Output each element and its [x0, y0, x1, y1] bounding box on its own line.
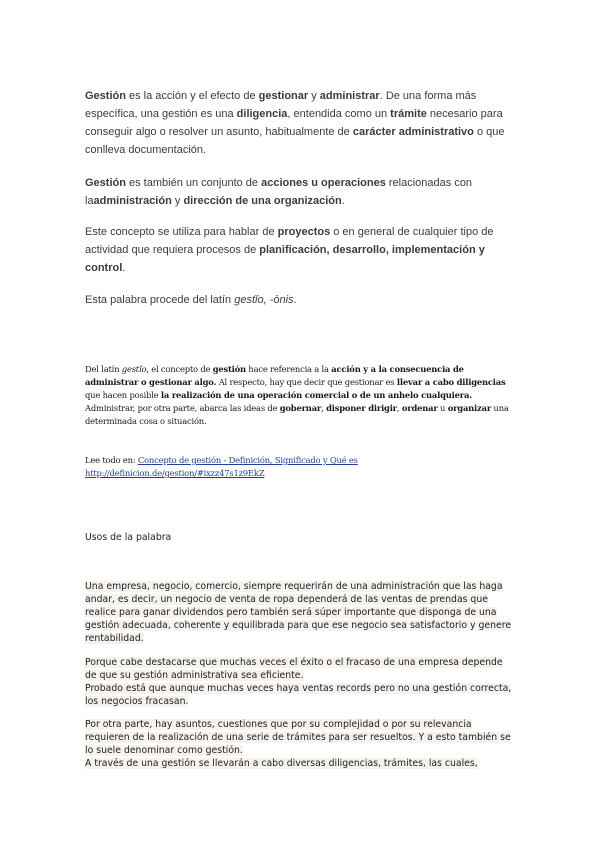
bold-text: gestión	[212, 364, 246, 374]
body-text: es también un conjunto de	[125, 177, 262, 189]
definition-paragraph-2	[85, 174, 505, 210]
bold-text: administración	[93, 195, 172, 207]
italic-text: gestĭo, -ōnis	[234, 294, 294, 306]
highlighted-text: Probado está que aunque muchas veces haya ventas records pero no una gestión correcta, los negocios fracasan.	[85, 683, 512, 707]
uses-paragraph-2	[85, 656, 515, 708]
bold-text: planificación, desarrollo, implementación y control	[85, 244, 485, 274]
bold-text: organizar	[447, 403, 492, 413]
etymology-paragraph	[85, 291, 505, 309]
body-text: , entendida como un	[287, 108, 391, 120]
bold-text: diligencia	[236, 108, 288, 120]
body-text: .	[122, 262, 126, 274]
body-text: Este concepto se utiliza para hablar de	[85, 226, 278, 238]
body-text: ,	[321, 403, 327, 413]
body-text: .	[293, 294, 297, 306]
definition-paragraph-3	[85, 223, 515, 277]
body-text: y	[308, 90, 320, 102]
body-text: una determinada cosa o situación.	[85, 403, 509, 426]
source-attribution	[85, 454, 515, 480]
body-text: relacionadas con la	[85, 177, 473, 207]
bold-text: la realización de una operación comercial o de un anhelo cualquiera.	[160, 390, 472, 400]
highlighted-text: Una empresa, negocio, comercio, siempre requerirán de una administración que las haga andar, es decir, un negocio de venta de ropa dependerá de las ventas de prendas que realice para ganar dividendos pero también será súper importante que disponga de una gestión adecuada, coherente y equilibrada para que ese negocio sea satisfactorio y genere rentabilidad.	[85, 581, 512, 644]
body-text: . De una forma más específica, una gestión es una	[85, 90, 477, 120]
definition-paragraph-1	[85, 87, 505, 159]
section-heading: Usos de la palabra	[85, 532, 172, 543]
highlighted-text: Porque cabe destacarse que muchas veces el éxito o el fracaso de una empresa depende de que su gestión administrativa sea eficiente.	[85, 657, 503, 681]
uses-paragraph-3	[85, 718, 515, 770]
bold-text: acción y a la consecuencia de administrar o gestionar algo.	[85, 364, 464, 387]
source-url-link[interactable]: http://definicion.de/gestion/#ixzz47s1z9EkZ	[85, 468, 265, 478]
bold-text: ordenar	[401, 403, 438, 413]
body-text: u	[437, 403, 448, 413]
highlighted-text: A través de una gestión se llevarán a cabo diversas diligencias, trámites, las cuales,	[85, 758, 478, 769]
body-text: .	[341, 195, 345, 207]
body-text: ,	[396, 403, 402, 413]
bold-text: acciones u operaciones	[261, 177, 386, 189]
body-text: o en general de cualquier tipo de actividad que requiera procesos de	[85, 226, 494, 256]
body-text: , el concepto de	[146, 364, 213, 374]
bold-text: gobernar	[279, 403, 322, 413]
italic-text: gestĭo	[121, 364, 147, 374]
bold-text: trámite	[390, 108, 427, 120]
body-text: o que conlleva documentación.	[85, 126, 505, 156]
bold-text: disponer dirigir	[326, 403, 397, 413]
bold-text: llevar a cabo diligencias	[396, 377, 506, 387]
body-text: Del latín	[85, 364, 122, 374]
source-prefix: Lee todo en:	[85, 455, 138, 465]
body-text: Administrar, por otra parte, abarca las ideas de	[85, 403, 280, 413]
body-text: Al respecto, hay que decir que gestionar es	[216, 377, 397, 387]
body-text: Esta palabra procede del latín	[85, 294, 235, 306]
bold-text: Gestión	[85, 177, 126, 189]
body-text: y	[171, 195, 184, 207]
bold-text: proyectos	[277, 226, 331, 238]
body-text: es la acción y el efecto de	[125, 90, 259, 102]
bold-text: carácter administrativo	[352, 126, 474, 138]
bold-text: gestionar	[258, 90, 309, 102]
body-text: que hacen posible	[85, 390, 161, 400]
highlighted-text: Por otra parte, hay asuntos, cuestiones que por su complejidad o por su relevancia requieren de la realización de una serie de trámites para ser resueltos. Y a esto también se lo suele denominar como gestión.	[85, 719, 511, 756]
quoted-definition-paragraph	[85, 363, 515, 428]
bold-text: Gestión	[85, 90, 126, 102]
body-text: necesario para conseguir algo o resolver un asunto, habitualmente de	[85, 108, 503, 138]
bold-text: administrar	[319, 90, 380, 102]
uses-paragraph-1	[85, 580, 515, 645]
body-text: hace referencia a la	[245, 364, 332, 374]
source-title-link[interactable]: Concepto de gestión - Definición, Significado y Qué es	[137, 455, 358, 465]
bold-text: dirección de una organización	[183, 195, 342, 207]
